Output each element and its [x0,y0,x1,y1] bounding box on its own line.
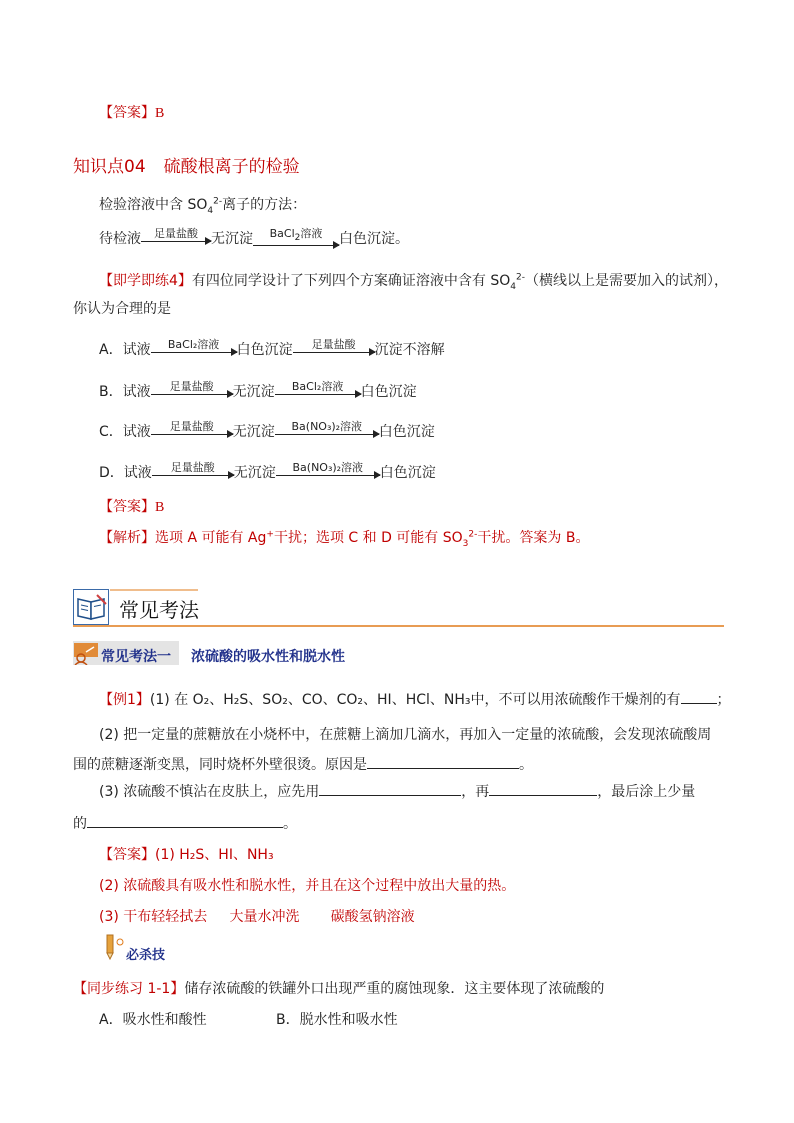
answer-blank[interactable] [367,754,519,769]
arrow-label: BaCl₂溶液 [291,380,344,393]
example-text: ，再 [461,784,490,800]
practice-question [99,270,728,292]
example-text-end: ，最后涂上少量 [597,784,696,800]
superscript: + [266,529,274,540]
method-title: 浓硫酸的吸水性和脱水性 [191,649,345,665]
reaction-arrow [293,339,375,353]
flow-end: 白色沉淀。 [339,231,409,247]
reaction-arrow [152,462,234,476]
answer-blank[interactable] [319,781,461,796]
book-icon [75,593,109,623]
answer-part1: (1) H₂S、HI、NH₃ [155,847,274,863]
reaction-arrow [151,381,233,395]
example-text: (3) 浓硫酸不慎沾在皮肤上，应先用 [99,784,320,800]
example-text-end: 。 [283,816,297,832]
example-tag: 【例1】 [99,692,150,708]
knowledge-point-heading [73,152,300,177]
arrow-label: 足量盐酸 [311,338,356,351]
subscript: 3 [462,538,469,549]
answer-blank[interactable] [87,813,283,828]
option-letter: C．试液 [99,424,151,440]
superscript: 2- [468,529,478,540]
example-q1 [99,689,731,709]
arrow-label: BaCl₂溶液 [167,338,220,351]
example-q2-line2 [73,754,533,774]
reaction-arrow [276,462,380,476]
arrow-label: 足量盐酸 [170,461,215,474]
analysis-text: 干扰；选项 C 和 D 可能有 SO [273,530,463,546]
reaction-arrow [141,228,211,242]
option-mid: 无沉淀 [232,424,275,440]
reaction-arrow [275,381,361,395]
example-text: 的 [73,816,87,832]
arrow-label: 足量盐酸 [154,227,198,240]
flow-start: 待检液 [99,231,141,247]
reaction-arrow [151,421,233,435]
kp-title: 硫酸根离子的检验 [163,157,300,177]
arrow-label: 足量盐酸 [169,380,214,393]
option-d [99,462,436,482]
example-text: 围的蔗糖逐渐变黑，同时烧杯外壁很烫。原因是 [73,757,367,773]
practice-tag: 【即学即练4】 [99,273,192,289]
teacher-icon [73,641,99,665]
method-heading [101,646,345,666]
answer-tag: 【答案】 [99,105,155,121]
subscript: 4 [207,205,214,216]
example-q3-line1 [99,781,695,801]
option-mid: 无沉淀 [233,465,276,481]
answer-tag: 【答案】 [99,499,155,515]
method-label: 常见考法一 [101,649,171,665]
option-c [99,421,435,441]
practice-line2: 你认为合理的是 [73,301,171,317]
subscript: 2 [294,233,301,244]
arrow-label: Ba(NO₃)₂溶液 [292,461,364,474]
answer-part3: (3) 干布轻轻拭去 大量水冲洗 碳酸氢钠溶液 [99,909,415,925]
section-title: 常见考法 [119,598,199,622]
answer-value: B [155,106,165,121]
subscript: 4 [510,281,517,292]
example-text-end: ； [716,692,731,708]
answer-line [99,496,164,516]
analysis-text-end: 干扰。答案为 B。 [477,530,590,546]
reaction-arrow [151,339,237,353]
method-intro-text-end: 离子的方法： [222,197,307,213]
superscript: 2- [213,196,223,207]
superscript: 2- [516,272,525,283]
option-letter: A．试液 [99,342,151,358]
tip-label: 必杀技 [126,948,166,963]
answer-part2: (2) 浓硫酸具有吸水性和脱水性，并且在这个过程中放出大量的热。 [99,878,516,894]
arrow-label: BaCl [269,227,295,240]
method-intro [99,194,306,216]
sync-tag: 【同步练习 1-1】 [73,981,185,997]
practice-text-end: （横线以上是需要加入的试剂）， [525,273,728,289]
option-end: 白色沉淀 [378,424,435,440]
reaction-arrow [253,228,339,246]
option-b [99,381,417,401]
answer-line [99,844,274,864]
analysis-text: 选项 A 可能有 Ag [155,530,267,546]
answer-line [99,102,164,122]
example-q3-line2 [73,813,297,833]
practice-text: 有四位同学设计了下列四个方案确证溶液中含有 SO [191,273,511,289]
sync-text: 储存浓硫酸的铁罐外口出现严重的腐蚀现象．这主要体现了浓硫酸的 [184,981,605,997]
option-letter: B．试液 [99,384,151,400]
option-a [99,339,445,359]
option-letter: D．试液 [99,465,152,481]
section-header [73,589,724,627]
answer-tag: 【答案】 [99,847,155,863]
option-mid: 无沉淀 [232,384,275,400]
example-q2-line1: (2) 把一定量的蔗糖放在小烧杯中，在蔗糖上滴加几滴水，再加入一定量的浓硫酸，会发现浓硫酸周 [99,727,712,743]
kp-number: 知识点04 [73,157,146,177]
answer-blank[interactable] [489,781,597,796]
analysis-line [99,527,589,549]
answer-blank[interactable] [681,689,717,704]
arrow-label: 足量盐酸 [169,420,214,433]
sync-question [73,978,604,998]
example-text-end: 。 [519,757,533,773]
sync-option-a: A．吸水性和酸性 [99,1012,207,1028]
example-text: (1) 在 O₂、H₂S、SO₂、CO、CO₂、HI、HCl、NH₃中，不可以用浓硫酸作干燥剂的有 [149,692,681,708]
analysis-tag: 【解析】 [99,530,155,546]
arrow-label-end: 溶液 [300,227,323,240]
answer-value: B [155,500,165,515]
method-intro-text: 检验溶液中含 SO [99,197,208,213]
reaction-arrow [275,421,379,435]
option-mid: 白色沉淀 [236,342,293,358]
option-end: 白色沉淀 [379,465,436,481]
option-end: 白色沉淀 [360,384,417,400]
arrow-label: Ba(NO₃)₂溶液 [291,420,363,433]
sync-option-b: B．脱水性和吸水性 [276,1012,398,1028]
method-flow [99,228,409,252]
option-end: 沉淀不溶解 [374,342,445,358]
pencil-icon [99,933,127,961]
flow-mid: 无沉淀 [211,231,253,247]
